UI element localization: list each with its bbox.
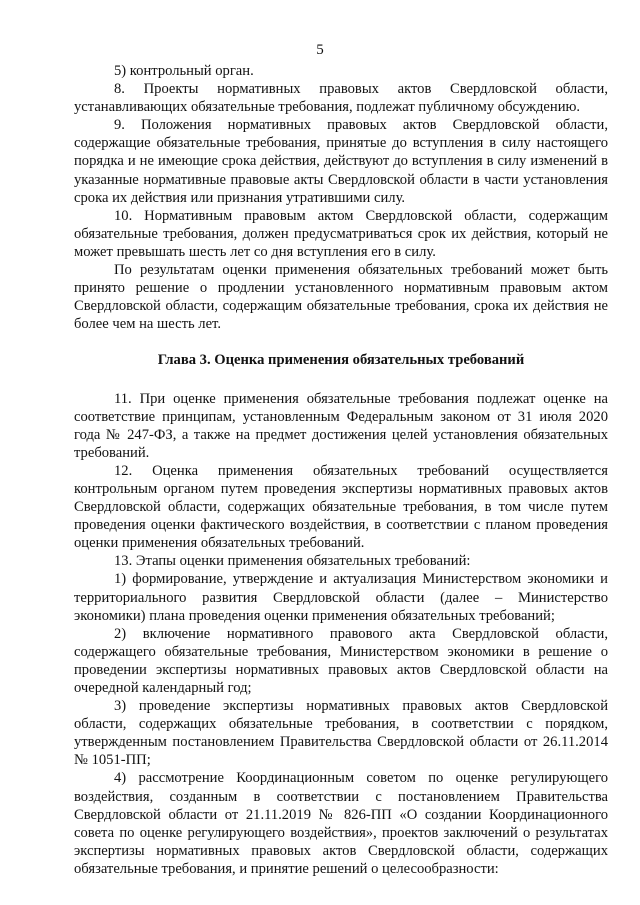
paragraph-13: 13. Этапы оценки применения обязательных требований:: [114, 553, 471, 570]
paragraph-9: 9. Положения нормативных правовых актов Свердловской области, содержащие обязательные требования, принятые до вступления в силу настоящего порядка и не имеющие срока действия, действуют до вступления в силу изменений в указанные нормативные правовые акты Свердловской области в части установления срока их действия или признания утратившими силу.: [74, 117, 608, 206]
paragraph-12: 12. Оценка применения обязательных требований осуществляется контрольным органом путем проведения экспертизы нормативных правовых актов Свердловской области, содержащих обязательные требования, в том числе путем проведения оценки фактического воздействия, в соответствии с планом проведения оценки применения обязательных требований.: [74, 462, 608, 552]
paragraph-10: 10. Нормативным правовым актом Свердловской области, содержащим обязательные требования, должен предусматриваться срок их действия, который не может превышать шесть лет со дня вступления его в силу.: [74, 207, 608, 260]
chapter-heading: Глава 3. Оценка применения обязательных требований: [157, 352, 525, 369]
list-item-2: 2) включение нормативного правового акта Свердловской области, содержащего обязательные требования, Министерством экономики в решение о проведении экспертизы нормативных правовых актов Свердловской области на очередной календарный год;: [74, 625, 608, 696]
list-item-3: 3) проведение экспертизы нормативных правовых актов Свердловской области, содержащих обязательные требования, в соответствии с порядком, утвержденным постановлением Правительства Свердловской области от 26.11.2014 № 1051-ПП;: [74, 698, 608, 769]
paragraph-11: 11. При оценке применения обязательные требования подлежат оценке на соответствие принципам, установленным Федеральным законом от 31 июля 2020 года № 247-ФЗ, а также на предмет достижения целей установления обязательных требований.: [74, 390, 608, 461]
list-item-1: 1) формирование, утверждение и актуализация Министерством экономики и территориального развития Свердловской области (далее – Министерство экономики) плана проведения оценки применения обязательных требований;: [74, 571, 608, 624]
paragraph-extension: По результатам оценки применения обязательных требований может быть принято решение о продлении установленного нормативным правовым актом Свердловской области, содержащим обязательные требования, срока их действия не более чем на шесть лет.: [74, 262, 608, 333]
document-body: [74, 62, 608, 878]
list-item-4: 4) рассмотрение Координационным советом по оценке регулирующего воздействия, созданным в соответствии с постановлением Правительства Свердловской области от 21.11.2019 № 826-ПП «О создании Координационного совета по оценке регулирующего воздействия», проектов заключений о результатах экспертизы нормативных правовых актов Свердловской области, содержащих обязательные требования, и принятие решений о целесообразности:: [74, 770, 608, 877]
page-number: 5: [316, 42, 324, 58]
paragraph-8: 8. Проекты нормативных правовых актов Свердловской области, устанавливающих обязательные требования, подлежат публичному обсуждению.: [74, 81, 608, 116]
paragraph-item-5: 5) контрольный орган.: [114, 63, 254, 79]
